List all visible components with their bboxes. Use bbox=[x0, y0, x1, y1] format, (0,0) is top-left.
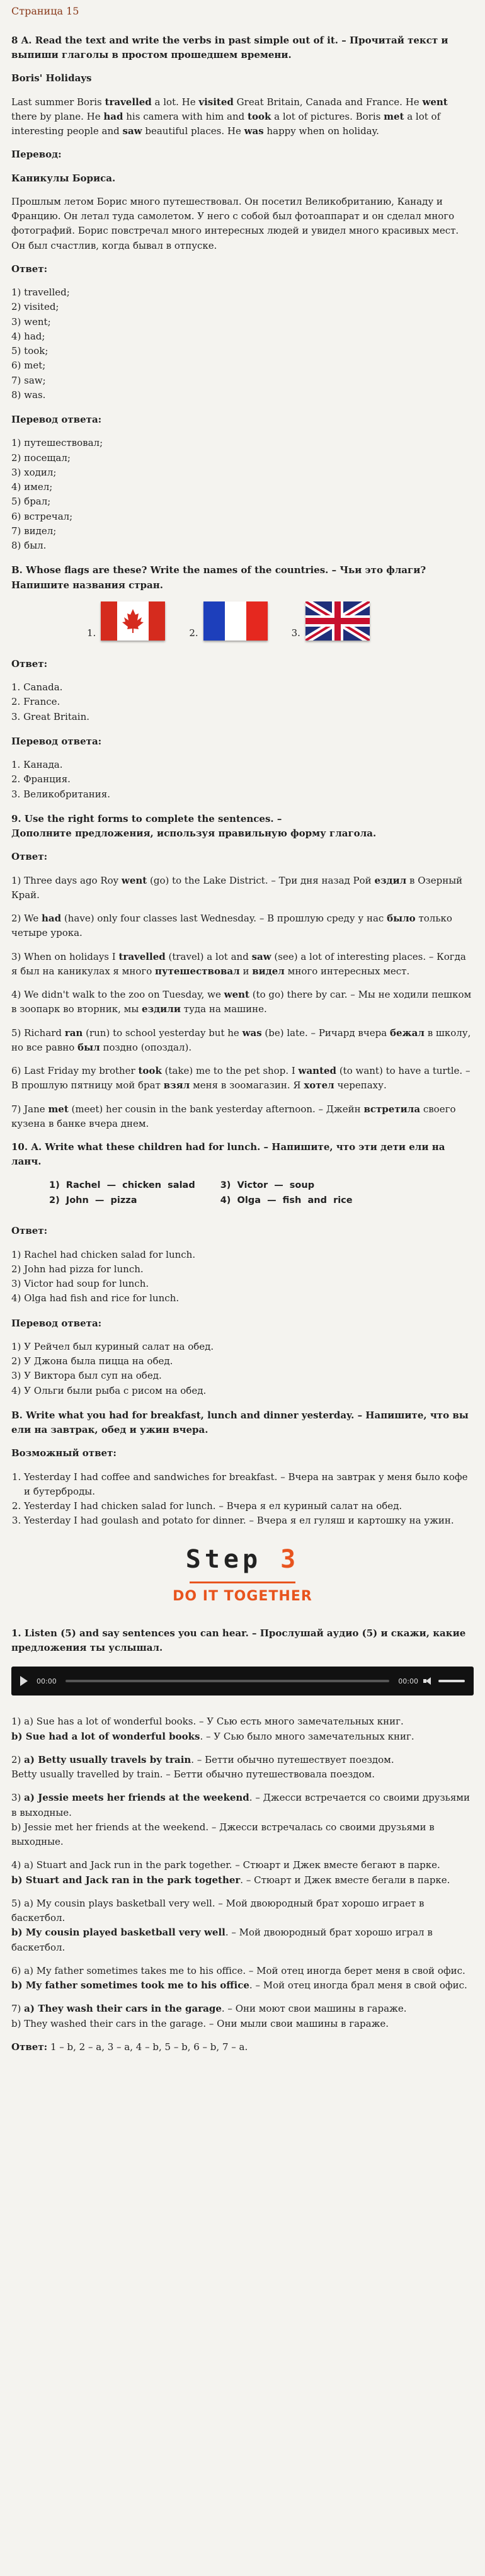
list-item: 1. Канада. bbox=[11, 759, 63, 771]
audio-current-time: 00:00 bbox=[37, 1677, 57, 1685]
list-item: 2. Франция. bbox=[11, 773, 71, 785]
flags-answer-list bbox=[11, 680, 474, 724]
ex8-answer-translation-list bbox=[11, 436, 474, 553]
ex8-answer-translation-label: Перевод ответа: bbox=[11, 414, 102, 426]
list-item: 1. Yesterday I had coffee and sandwiches for breakfast. – Вчера на завтрак у меня было кофе и бутерброды. bbox=[24, 1470, 474, 1500]
list-item: 7) видел; bbox=[11, 525, 57, 537]
ex8-text: Last summer Boris travelled a lot. He visited Great Britain, Canada and France. He went there by plane. He had his camera with him and took a lot of pictures. Boris met a lot of interesting people and saw beautiful places. He was happy when on holiday. bbox=[11, 96, 448, 137]
ex8-title: Boris' Holidays bbox=[11, 72, 92, 84]
listen-pair bbox=[11, 1964, 474, 1993]
list-item: 3. Great Britain. bbox=[11, 710, 90, 722]
ex8-translation-title: Каникулы Бориса. bbox=[11, 172, 116, 184]
ex8-translation-label: Перевод: bbox=[11, 149, 62, 161]
ex9-sentence: 3) When on holidays I travelled (travel) a lot and saw (see) a lot of interesting places. – Когда я был на каникулах я много путешествовал и видел много интересных мест. bbox=[11, 950, 466, 977]
list-item: 1) travelled; bbox=[11, 287, 70, 299]
list-item: 2) У Джона была пицца на обед. bbox=[11, 1355, 173, 1367]
listen-pair bbox=[11, 1791, 474, 1849]
listen-option: 7) a) They wash their cars in the garage. – Они моют свои машины в гараже. bbox=[11, 2003, 407, 2015]
listen-option: b) My cousin played basketball very well. – Мой двоюродный брат хорошо играл в баскетбол. bbox=[11, 1927, 433, 1953]
list-item: 4) У Ольги были рыба с рисом на обед. bbox=[11, 1384, 207, 1396]
ex9-heading: 9. Use the right forms to complete the sentences. – Дополните предложения, используя правильную форму глагола. bbox=[11, 812, 377, 840]
listen-pair bbox=[11, 1858, 474, 1888]
ex8-translation-text: Прошлым летом Борис много путешествовал. Он посетил Великобританию, Канаду и Францию. Он летал туда самолетом. У него с собой был фотоаппарат и он сделал много фотографий. Борис повстречал много интересных людей и увидел много красивых мест. Он был счастлив, когда бывал в отпуске. bbox=[11, 195, 459, 251]
list-item: 4) had; bbox=[11, 330, 45, 342]
listen-pair bbox=[11, 1753, 474, 1782]
step-underline bbox=[190, 1582, 295, 1583]
flag-number: 1. bbox=[87, 627, 96, 639]
listen-answer: Ответ: 1 – b, 2 – a, 3 – a, 4 – b, 5 – b, 6 – b, 7 – a. bbox=[11, 2041, 248, 2053]
listen-pair bbox=[11, 1896, 474, 1955]
flags-answer-translation-label: Перевод ответа: bbox=[11, 735, 102, 747]
ex9-sentence: 2) We had (have) only four classes last Wednesday. – В прошлую среду у нас было только четыре урока. bbox=[11, 913, 452, 939]
listen-heading: 1. Listen (5) and say sentences you can hear. – Прослушай аудио (5) и скажи, какие предложения ты услышал. bbox=[11, 1627, 466, 1654]
table-cell: 2) John — pizza bbox=[49, 1195, 137, 1206]
listen-option: b) My father sometimes took me to his office. – Мой отец иногда брал меня в свой офис. bbox=[11, 1980, 467, 1992]
list-item: 5) took; bbox=[11, 345, 48, 357]
lunch-table bbox=[49, 1178, 378, 1209]
ex10-answer-label: Ответ: bbox=[11, 1225, 48, 1237]
listen-option: 1) a) Sue has a lot of wonderful books. – У Сью есть много замечательных книг. bbox=[11, 1716, 404, 1728]
ex9-sentence: 1) Three days ago Roy went (go) to the Lake District. – Три дня назад Рой ездил в Озерный Край. bbox=[11, 874, 463, 901]
flags-row bbox=[87, 601, 474, 641]
flags-answer-label: Ответ: bbox=[11, 658, 48, 670]
listen-option: b) Jessie met her friends at the weekend. – Джесси встречалась со своими друзьями в выходные. bbox=[11, 1821, 435, 1848]
list-item: 3) У Виктора был суп на обед. bbox=[11, 1370, 162, 1382]
ex10b-heading: B. Write what you had for breakfast, lunch and dinner yesterday. – Напишите, что вы ели на завтрак, обед и ужин вчера. bbox=[11, 1409, 469, 1436]
france-flag-icon bbox=[203, 601, 268, 641]
list-item: 4) имел; bbox=[11, 481, 53, 493]
list-item: 3. Yesterday I had goulash and potato for dinner. – Вчера я ел гуляш и картошку на ужин. bbox=[24, 1513, 474, 1528]
ex8-heading: 8 A. Read the text and write the verbs in past simple out of it. – Прочитай текст и выпиши глаголы в простом прошедшем времени. bbox=[11, 34, 448, 61]
uk-flag-icon bbox=[305, 601, 370, 641]
ex10b-answer-list bbox=[11, 1470, 474, 1529]
list-item: 3) ходил; bbox=[11, 466, 57, 478]
ex10-answer-list bbox=[11, 1248, 474, 1306]
ex8-answer-label: Ответ: bbox=[11, 263, 48, 275]
list-item: 2) посещал; bbox=[11, 452, 71, 464]
listen-pair bbox=[11, 1714, 474, 1744]
volume-icon[interactable] bbox=[423, 1677, 433, 1685]
list-item: 2. France. bbox=[11, 696, 60, 708]
ex10b-answer-label: Возможный ответ: bbox=[11, 1447, 117, 1459]
list-item: 6) встречал; bbox=[11, 510, 73, 522]
list-item: 1) Rachel had chicken salad for lunch. bbox=[11, 1248, 196, 1260]
page-link[interactable]: Страница 15 bbox=[11, 5, 79, 17]
list-item: 8) was. bbox=[11, 389, 46, 401]
table-row bbox=[49, 1194, 378, 1209]
list-item: 1) У Рейчел был куриный салат на обед. bbox=[11, 1340, 214, 1352]
list-item: 3. Великобритания. bbox=[11, 788, 111, 800]
list-item: 1. Canada. bbox=[11, 681, 63, 693]
list-item: 7) saw; bbox=[11, 374, 46, 386]
step-banner bbox=[11, 1540, 474, 1607]
ex8-answer-list bbox=[11, 285, 474, 402]
ex10-answer-translation-list bbox=[11, 1340, 474, 1398]
table-row bbox=[49, 1178, 378, 1194]
list-item: 3) went; bbox=[11, 316, 51, 328]
flags-answer-translation-list bbox=[11, 758, 474, 802]
table-cell: 4) Olga — fish and rice bbox=[220, 1195, 353, 1206]
volume-slider[interactable] bbox=[438, 1680, 465, 1682]
list-item: 4) Olga had fish and rice for lunch. bbox=[11, 1292, 180, 1304]
ex9-answer-label: Ответ: bbox=[11, 851, 48, 863]
listen-option: Betty usually travelled by train. – Бетти обычно путешествовала поездом. bbox=[11, 1769, 375, 1781]
flag-number: 2. bbox=[189, 627, 198, 639]
list-item: 1) путешествовал; bbox=[11, 437, 103, 449]
ex9-sentence: 5) Richard ran (run) to school yesterday but he was (be) late. – Ричард вчера бежал в школу, но все равно был поздно (опоздал). bbox=[11, 1027, 471, 1053]
step-subtitle: DO IT TOGETHER bbox=[173, 1588, 312, 1604]
list-item: 6) met; bbox=[11, 360, 46, 372]
listen-option: 6) a) My father sometimes takes me to his office. – Мой отец иногда берет меня в свой офис. bbox=[11, 1964, 465, 1976]
listen-pair bbox=[11, 2002, 474, 2031]
listen-option: b) Sue had a lot of wonderful books. – У Сью было много замечательных книг. bbox=[11, 1730, 414, 1742]
list-item: 5) брал; bbox=[11, 496, 51, 508]
list-item: 8) был. bbox=[11, 540, 47, 552]
ex10-heading: 10. A. Write what these children had for lunch. – Напишите, что эти дети ели на ланч. bbox=[11, 1141, 445, 1168]
list-item: 3) Victor had soup for lunch. bbox=[11, 1278, 149, 1290]
flag-item bbox=[189, 601, 267, 641]
audio-progress-track[interactable] bbox=[66, 1680, 390, 1682]
flag-item bbox=[292, 601, 370, 641]
flag-item bbox=[87, 601, 165, 641]
step-title: Step 3 bbox=[185, 1544, 300, 1574]
list-item: 2) John had pizza for lunch. bbox=[11, 1263, 144, 1275]
listen-option: 2) a) Betty usually travels by train. – Бетти обычно путешествует поездом. bbox=[11, 1753, 394, 1765]
canada-flag-icon bbox=[101, 601, 165, 641]
ex9-sentence: 7) Jane met (meet) her cousin in the bank yesterday afternoon. – Джейн встретила своего кузена в банке вчера днем. bbox=[11, 1103, 456, 1129]
listen-option: b) Stuart and Jack ran in the park together. – Стюарт и Джек вместе бегали в парке. bbox=[11, 1874, 450, 1886]
flags-heading: B. Whose flags are these? Write the names of the countries. – Чьи это флаги? Напишите названия стран. bbox=[11, 564, 426, 591]
list-item: 2. Yesterday I had chicken salad for lunch. – Вчера я ел куриный салат на обед. bbox=[24, 1499, 474, 1513]
table-cell: 3) Victor — soup bbox=[220, 1180, 315, 1190]
play-icon[interactable] bbox=[20, 1676, 28, 1686]
flag-number: 3. bbox=[291, 627, 300, 639]
list-item: 2) visited; bbox=[11, 301, 59, 313]
listen-option: b) They washed their cars in the garage. – Они мыли свои машины в гараже. bbox=[11, 2017, 389, 2029]
listen-option: 5) a) My cousin plays basketball very well. – Мой двоюродный брат хорошо играет в баскетбол. bbox=[11, 1897, 425, 1924]
table-cell: 1) Rachel — chicken salad bbox=[49, 1180, 195, 1190]
audio-player bbox=[11, 1667, 474, 1695]
audio-duration: 00:00 bbox=[398, 1677, 418, 1685]
listen-option: 4) a) Stuart and Jack run in the park together. – Стюарт и Джек вместе бегают в парке. bbox=[11, 1859, 440, 1871]
ex10-answer-translation-label: Перевод ответа: bbox=[11, 1317, 102, 1329]
ex9-sentence: 4) We didn't walk to the zoo on Tuesday, we went (to go) there by car. – Мы не ходили пешком в зоопарк во вторник, мы ездили туда на машине. bbox=[11, 989, 472, 1015]
listen-option: 3) a) Jessie meets her friends at the weekend. – Джесси встречается со своими друзьями в выходные. bbox=[11, 1792, 470, 1818]
ex9-sentence: 6) Last Friday my brother took (take) me to the pet shop. I wanted (to want) to have a turtle. – В прошлую пятницу мой брат взял меня в зоомагазин. Я хотел черепаху. bbox=[11, 1065, 471, 1091]
